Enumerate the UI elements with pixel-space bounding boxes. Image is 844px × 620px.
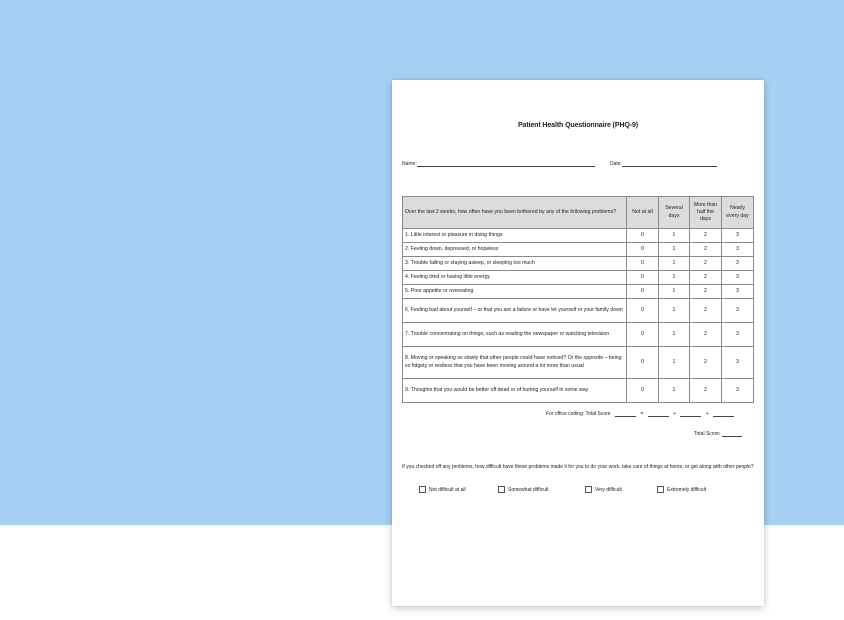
score-cell[interactable]: 2 bbox=[690, 229, 722, 243]
score-cell[interactable]: 2 bbox=[690, 243, 722, 257]
item-text: 4. Feeling tired or having little energy bbox=[403, 271, 627, 285]
operator: = bbox=[640, 411, 644, 417]
score-cell[interactable]: 3 bbox=[722, 229, 754, 243]
option-label: Very difficult bbox=[595, 486, 622, 493]
item-text: 5. Poor appetite or overeating bbox=[403, 285, 627, 299]
score-cell[interactable]: 2 bbox=[690, 347, 722, 379]
score-cell[interactable]: 1 bbox=[659, 379, 690, 403]
questionnaire-table bbox=[402, 196, 754, 403]
form-title: Patient Health Questionnaire (PHQ-9) bbox=[517, 122, 639, 129]
score-cell[interactable]: 1 bbox=[659, 257, 690, 271]
difficulty-option[interactable] bbox=[585, 486, 622, 493]
table-row bbox=[403, 257, 754, 271]
date-label: Date: bbox=[610, 161, 622, 167]
score-cell[interactable]: 2 bbox=[690, 299, 722, 323]
score-cell[interactable]: 2 bbox=[690, 257, 722, 271]
option-label: Somewhat difficult bbox=[508, 486, 549, 493]
option-label: Not difficult at all bbox=[429, 486, 466, 493]
table-row bbox=[403, 229, 754, 243]
name-field bbox=[402, 161, 595, 167]
item-text: 8. Moving or speaking so slowly that other people could have noticed? Or the opposite – being so fidgety or restless that you have been moving around a lot more than usual bbox=[403, 347, 627, 379]
table-row bbox=[403, 347, 754, 379]
checkbox[interactable] bbox=[498, 486, 505, 493]
table-prompt: Over the last 2 weeks, how often have you been bothered by any of the following problems? bbox=[403, 197, 627, 229]
total-score-line bbox=[694, 431, 742, 437]
score-blank[interactable] bbox=[648, 411, 669, 417]
score-cell[interactable]: 1 bbox=[659, 323, 690, 347]
checkbox[interactable] bbox=[657, 486, 664, 493]
table-row bbox=[403, 271, 754, 285]
column-header: More than half the days bbox=[690, 197, 722, 229]
score-cell[interactable]: 2 bbox=[690, 271, 722, 285]
option-label: Extremely difficult bbox=[667, 486, 707, 493]
score-cell[interactable]: 0 bbox=[627, 299, 659, 323]
score-cell[interactable]: 0 bbox=[627, 347, 659, 379]
table-row bbox=[403, 323, 754, 347]
score-cell[interactable]: 1 bbox=[659, 271, 690, 285]
name-label: Name: bbox=[402, 161, 417, 167]
score-cell[interactable]: 3 bbox=[722, 271, 754, 285]
column-header: Several days bbox=[659, 197, 690, 229]
score-cell[interactable]: 0 bbox=[627, 257, 659, 271]
difficulty-option[interactable] bbox=[498, 486, 548, 493]
table-header-row bbox=[403, 197, 754, 229]
score-cell[interactable]: 1 bbox=[659, 347, 690, 379]
score-cell[interactable]: 3 bbox=[722, 299, 754, 323]
office-coding-label: For office coding: Total Score bbox=[546, 411, 611, 417]
table-row bbox=[403, 379, 754, 403]
score-cell[interactable]: 1 bbox=[659, 229, 690, 243]
office-coding-line bbox=[546, 411, 737, 417]
table-row bbox=[403, 285, 754, 299]
score-cell[interactable]: 2 bbox=[690, 285, 722, 299]
item-text: 3. Trouble falling or staying asleep, or sleeping too much bbox=[403, 257, 627, 271]
item-text: 7. Trouble concentrating on things, such as reading the newspaper or watching television bbox=[403, 323, 627, 347]
difficulty-question: If you checked off any problems, how difficult have these problems made it for you to do your work, take care of things at home, or get along with other people? bbox=[402, 464, 754, 470]
score-cell[interactable]: 0 bbox=[627, 243, 659, 257]
score-cell[interactable]: 3 bbox=[722, 347, 754, 379]
operator: + bbox=[705, 411, 709, 417]
item-text: 1. Little interest or pleasure in doing things bbox=[403, 229, 627, 243]
difficulty-option[interactable] bbox=[657, 486, 706, 493]
date-line[interactable] bbox=[622, 161, 717, 167]
difficulty-option[interactable] bbox=[419, 486, 466, 493]
score-cell[interactable]: 0 bbox=[627, 323, 659, 347]
item-text: 2. Feeling down, depressed, or hopeless bbox=[403, 243, 627, 257]
score-cell[interactable]: 1 bbox=[659, 299, 690, 323]
total-score-blank[interactable] bbox=[722, 431, 742, 437]
checkbox[interactable] bbox=[419, 486, 426, 493]
score-cell[interactable]: 3 bbox=[722, 243, 754, 257]
score-cell[interactable]: 1 bbox=[659, 243, 690, 257]
table-row bbox=[403, 243, 754, 257]
score-blank[interactable] bbox=[713, 411, 734, 417]
score-cell[interactable]: 2 bbox=[690, 323, 722, 347]
checkbox[interactable] bbox=[585, 486, 592, 493]
score-cell[interactable]: 3 bbox=[722, 379, 754, 403]
item-text: 9. Thoughts that you would be better off dead or of hurting yourself in some way bbox=[403, 379, 627, 403]
table-row bbox=[403, 299, 754, 323]
score-cell[interactable]: 1 bbox=[659, 285, 690, 299]
column-header: Not at all bbox=[627, 197, 659, 229]
score-cell[interactable]: 3 bbox=[722, 323, 754, 347]
column-header: Nearly every day bbox=[722, 197, 754, 229]
name-line[interactable] bbox=[417, 161, 595, 167]
questionnaire-sheet bbox=[392, 80, 764, 606]
score-blank[interactable] bbox=[615, 411, 636, 417]
score-cell[interactable]: 0 bbox=[627, 285, 659, 299]
score-cell[interactable]: 3 bbox=[722, 257, 754, 271]
score-cell[interactable]: 0 bbox=[627, 379, 659, 403]
date-field bbox=[610, 161, 717, 167]
score-cell[interactable]: 0 bbox=[627, 229, 659, 243]
score-blank[interactable] bbox=[680, 411, 701, 417]
score-cell[interactable]: 3 bbox=[722, 285, 754, 299]
score-cell[interactable]: 2 bbox=[690, 379, 722, 403]
operator: + bbox=[673, 411, 676, 417]
total-score-label: Total Score: bbox=[694, 431, 721, 437]
score-cell[interactable]: 0 bbox=[627, 271, 659, 285]
item-text: 6. Feeling bad about yourself – or that you are a failure or have let yourself or your family down bbox=[403, 299, 627, 323]
